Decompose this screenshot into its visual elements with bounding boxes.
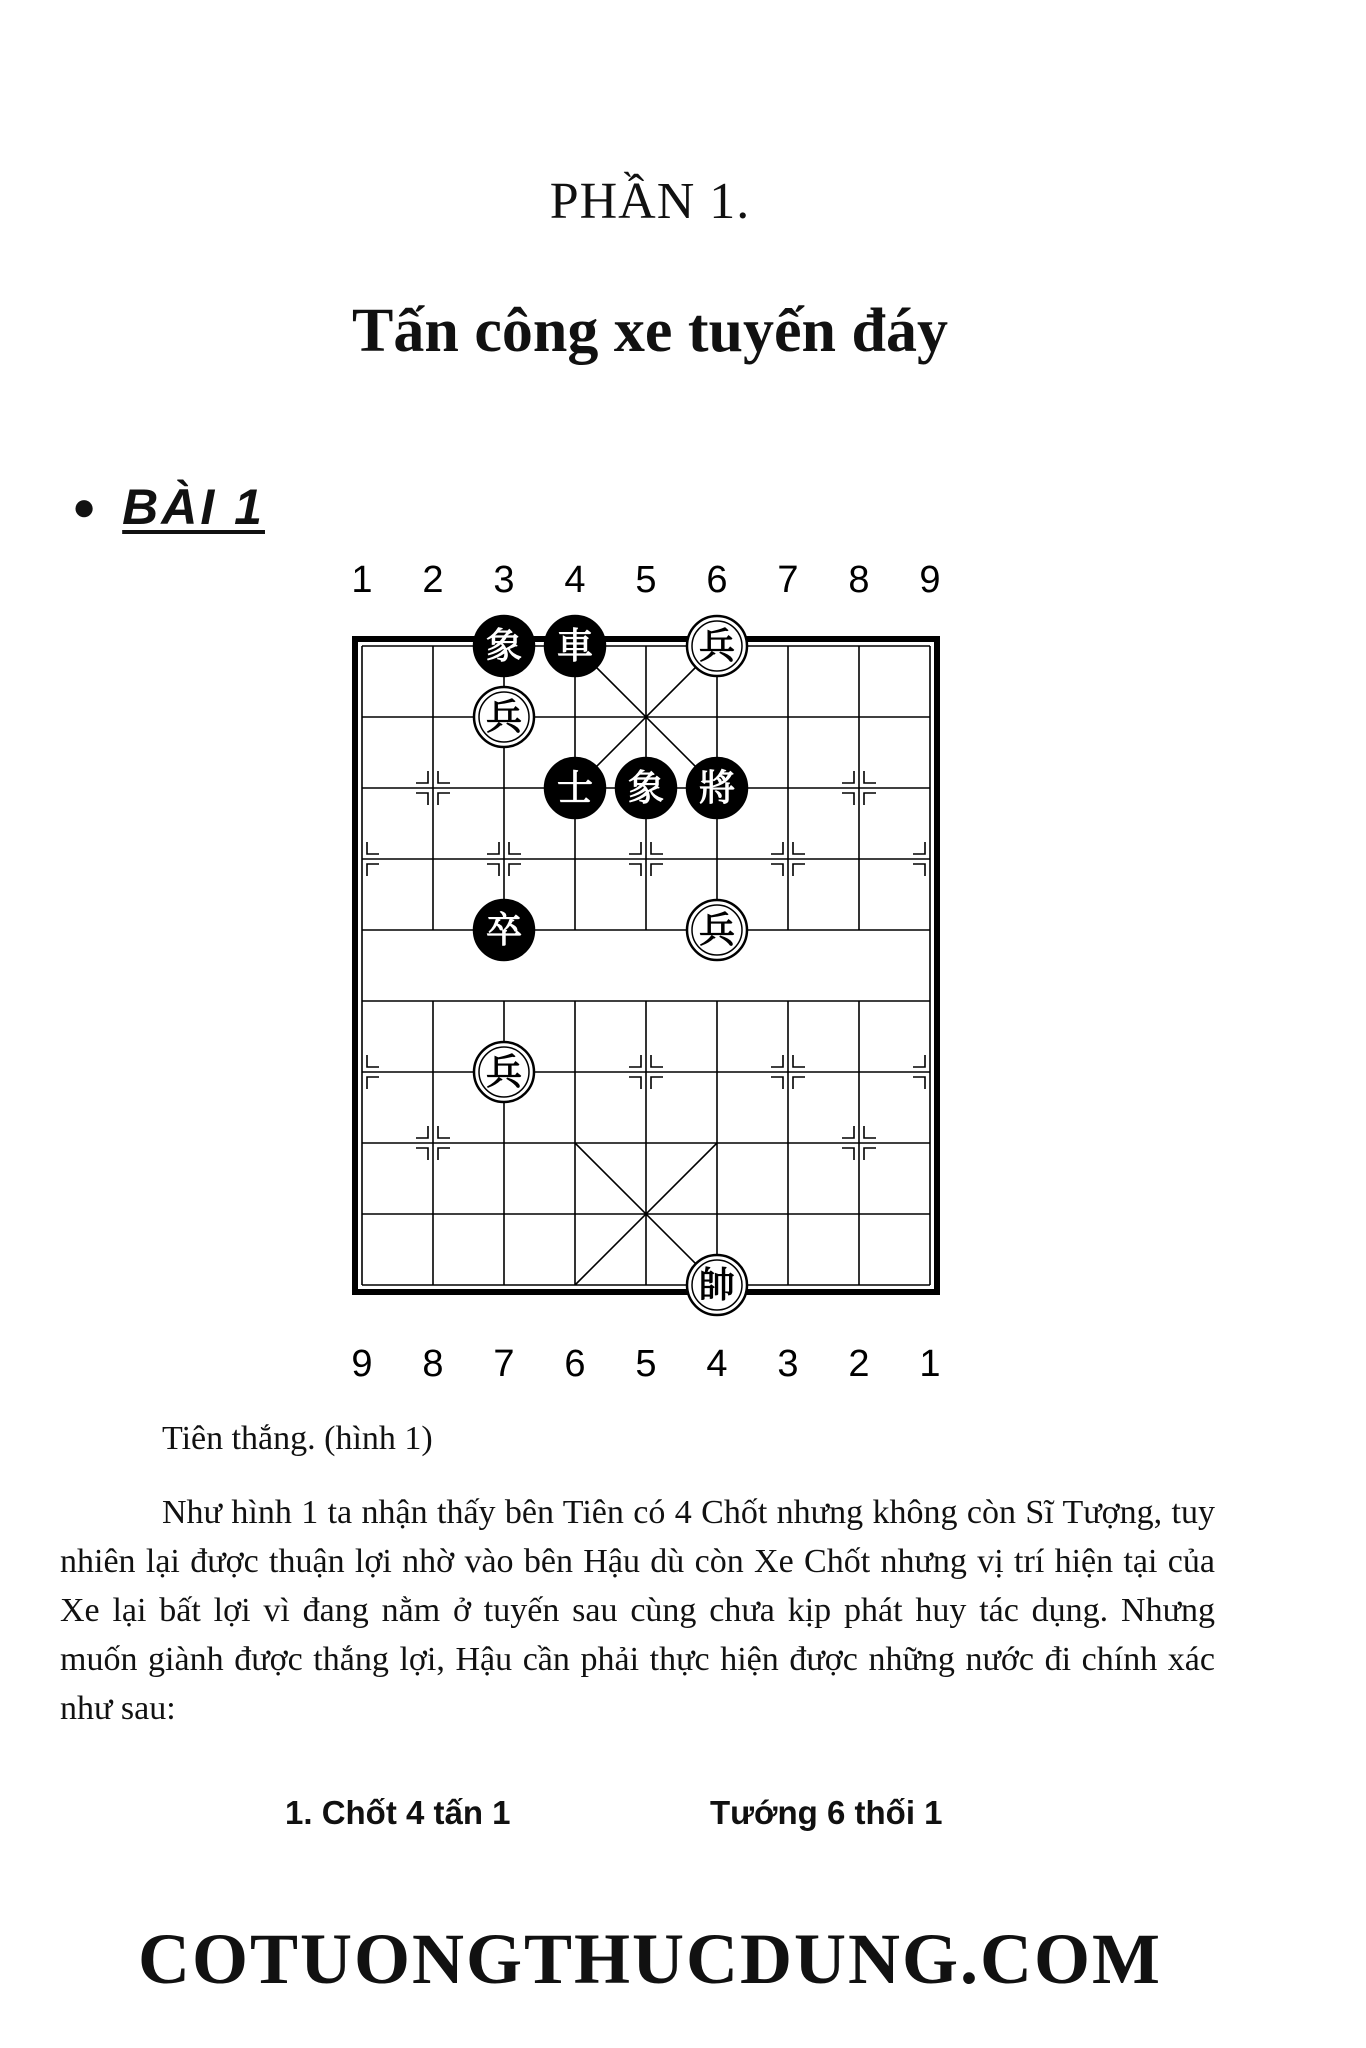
- black-elephant-piece-glyph: 象: [485, 626, 523, 667]
- exercise-heading: [72, 478, 265, 536]
- position-marker: [864, 771, 876, 783]
- position-marker: [629, 1055, 641, 1067]
- position-marker: [913, 1077, 925, 1089]
- position-marker: [771, 842, 783, 854]
- black-general-piece-glyph: 將: [698, 768, 736, 809]
- file-number-top: 4: [564, 559, 586, 601]
- position-marker: [913, 1055, 925, 1067]
- position-marker: [771, 1055, 783, 1067]
- file-number-top: 7: [777, 559, 799, 601]
- black-elephant-piece-glyph: 象: [627, 768, 665, 809]
- file-number-bottom: 8: [422, 1343, 444, 1385]
- position-marker: [367, 1055, 379, 1067]
- file-number-top: 2: [422, 559, 444, 601]
- position-marker: [367, 864, 379, 876]
- position-marker: [367, 1077, 379, 1089]
- position-marker: [651, 1055, 663, 1067]
- position-marker: [438, 1126, 450, 1138]
- move-1-red: 1. Chốt 4 tấn 1: [285, 1794, 511, 1831]
- file-number-bottom: 1: [919, 1343, 941, 1385]
- file-number-top: 9: [919, 559, 941, 601]
- file-number-bottom: 3: [777, 1343, 799, 1385]
- position-marker: [842, 771, 854, 783]
- file-number-bottom: 2: [848, 1343, 870, 1385]
- file-number-top: 5: [635, 559, 657, 601]
- analysis-paragraph: Như hình 1 ta nhận thấy bên Tiên có 4 Chốt nhưng không còn Sĩ Tượng, tuy nhiên lại được thuận lợi nhờ vào bên Hậu dù còn Xe Chốt nhưng vị trí hiện tại của Xe lại bất lợi vì đang nằm ở tuyến sau cùng chưa kịp phát huy tác dụng. Nhưng muốn giành được thắng lợi, Hậu cần phải thực hiện được những nước đi chính xác như sau:: [60, 1494, 1215, 1727]
- position-marker: [438, 793, 450, 805]
- red-soldier-piece-glyph: 兵: [698, 626, 736, 667]
- position-marker: [864, 793, 876, 805]
- black-soldier-piece-glyph: 卒: [485, 910, 523, 951]
- position-marker: [793, 1077, 805, 1089]
- position-marker: [629, 864, 641, 876]
- file-number-bottom: 4: [706, 1343, 728, 1385]
- position-marker: [487, 864, 499, 876]
- position-marker: [438, 1148, 450, 1160]
- black-chariot-piece-glyph: 車: [556, 626, 594, 667]
- position-marker: [629, 842, 641, 854]
- position-marker: [771, 1077, 783, 1089]
- move-1-black: Tướng 6 thối 1: [710, 1794, 943, 1831]
- site-watermark-footer: COTUONGTHUCDUNG.COM: [138, 1919, 1162, 1999]
- position-marker: [793, 864, 805, 876]
- chapter-title: Tấn công xe tuyến đáy: [352, 297, 948, 365]
- file-number-top: 6: [706, 559, 728, 601]
- red-general-piece-glyph: 帥: [698, 1265, 736, 1306]
- position-marker: [416, 793, 428, 805]
- part-heading: PHẦN 1.: [549, 173, 751, 230]
- position-marker: [438, 771, 450, 783]
- position-marker: [416, 1148, 428, 1160]
- position-marker: [629, 1077, 641, 1089]
- red-soldier-piece-glyph: 兵: [698, 910, 736, 951]
- position-marker: [771, 864, 783, 876]
- file-number-top: 8: [848, 559, 870, 601]
- position-marker: [651, 864, 663, 876]
- position-marker: [793, 842, 805, 854]
- red-soldier-piece-glyph: 兵: [485, 1052, 523, 1093]
- position-marker: [842, 1148, 854, 1160]
- position-marker: [367, 842, 379, 854]
- file-number-bottom: 9: [351, 1343, 373, 1385]
- position-marker: [842, 1126, 854, 1138]
- exercise-label: BÀI 1: [122, 479, 265, 535]
- red-soldier-piece-glyph: 兵: [485, 697, 523, 738]
- position-marker: [864, 1126, 876, 1138]
- file-number-top: 3: [493, 559, 515, 601]
- position-marker: [793, 1055, 805, 1067]
- file-number-top: 1: [351, 559, 373, 601]
- position-marker: [864, 1148, 876, 1160]
- position-marker: [487, 842, 499, 854]
- position-marker: [842, 793, 854, 805]
- position-marker: [416, 1126, 428, 1138]
- position-marker: [509, 842, 521, 854]
- position-marker: [651, 842, 663, 854]
- figure-caption: Tiên thắng. (hình 1): [162, 1420, 433, 1457]
- file-number-bottom: 7: [493, 1343, 515, 1385]
- position-marker: [416, 771, 428, 783]
- position-marker: [509, 864, 521, 876]
- xiangqi-board-diagram: [340, 554, 980, 1410]
- file-number-bottom: 5: [635, 1343, 657, 1385]
- position-marker: [651, 1077, 663, 1089]
- position-marker: [913, 842, 925, 854]
- file-number-bottom: 6: [564, 1343, 586, 1385]
- black-advisor-piece-glyph: 士: [556, 768, 594, 809]
- bullet-icon: ●: [72, 484, 97, 529]
- position-marker: [913, 864, 925, 876]
